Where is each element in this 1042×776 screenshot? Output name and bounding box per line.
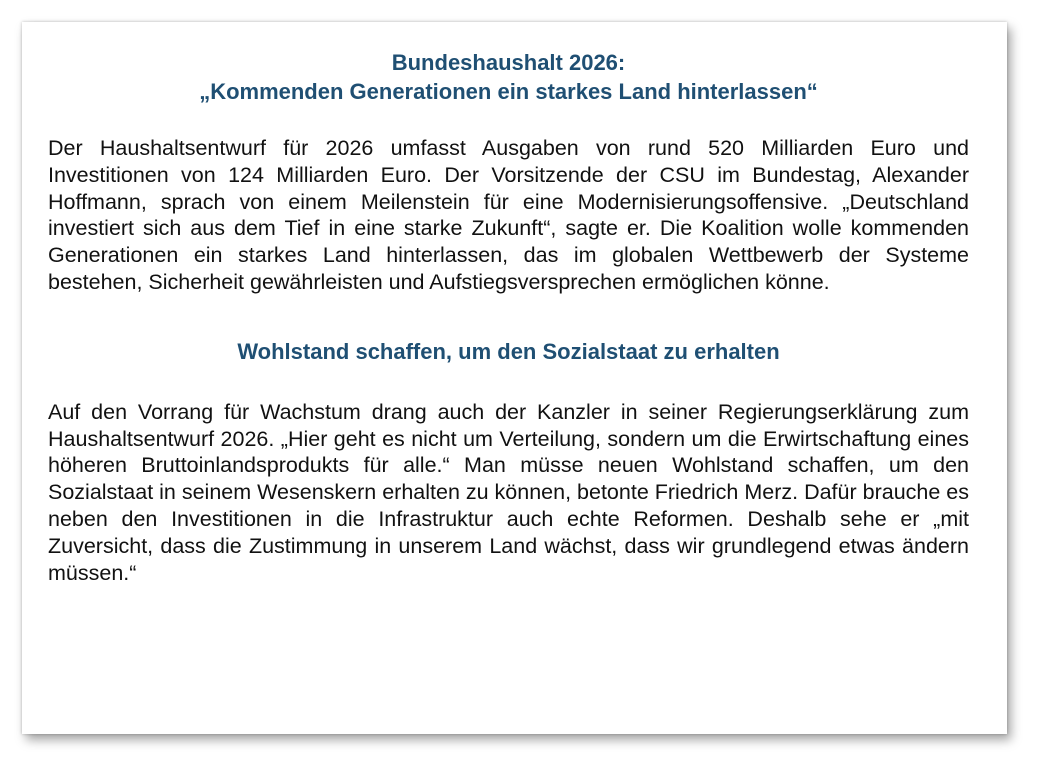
article-subheading: Wohlstand schaffen, um den Sozialstaat zu erhalten	[237, 338, 780, 364]
article-card	[22, 22, 1007, 734]
article-paragraph-2: Auf den Vorrang für Wachstum drang auch der Kanzler in seiner Regierungserklärung zum Haushaltsentwurf 2026. „Hier geht es nicht um Verteilung, sondern um die Erwirtschaftung eines höheren Bruttoinlandsprodukts für alle.“ Man müsse neuen Wohlstand schaffen, um den Sozialstaat in seinem Wesenskern erhalten zu können, betonte Friedrich Merz. Dafür brauche es neben den Investitionen in die Infrastruktur auch echte Reformen. Deshalb sehe er „mit Zuversicht, dass die Zustimmung in unserem Land wächst, dass wir grundlegend etwas ändern müssen.“	[48, 399, 969, 585]
article-title-line1: Bundeshaushalt 2026:	[391, 50, 626, 75]
article-paragraph-1: Der Haushaltsentwurf für 2026 umfasst Ausgaben von rund 520 Milliarden Euro und Investitionen von 124 Milliarden Euro. Der Vorsitzende der CSU im Bundestag, Alexander Hoffmann, sprach von einem Meilenstein für eine Modernisierungsoffensive. „Deutschland investiert sich aus dem Tief in eine starke Zukunft“, sagte er. Die Koalition wolle kommenden Generationen ein starkes Land hinterlassen, das im globalen Wettbewerb der Systeme bestehen, Sicherheit gewährleisten und Aufstiegsversprechen ermöglichen könne.	[48, 136, 969, 294]
article-title-line2: „Kommenden Generationen ein starkes Land hinterlassen“	[199, 79, 818, 104]
article-title	[48, 48, 969, 106]
